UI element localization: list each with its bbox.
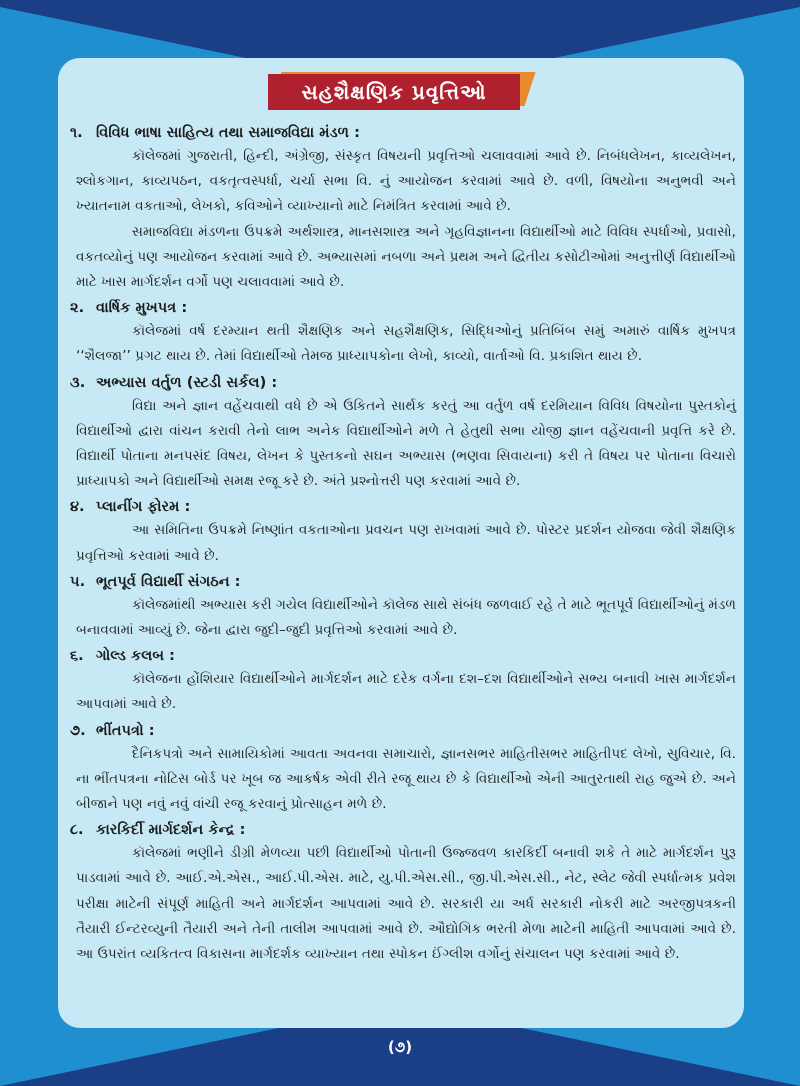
section-heading [70, 496, 736, 518]
section-number: ૧. [70, 124, 83, 141]
section-heading [70, 297, 736, 319]
section-title: ગોલ્ડ કલબ : [96, 647, 175, 665]
section-title: ભૂતપૂર્વ વિદ્યાર્થી સંગઠન : [96, 572, 241, 590]
content-panel [58, 58, 744, 1028]
page-number: (૭) [387, 1038, 413, 1056]
section-number: ૭. [70, 721, 86, 739]
section-title: પ્લાનીંગ ફોરમ : [96, 498, 191, 516]
page-title: સહશૈક્ષણિક પ્રવૃત્તિઓ [268, 74, 520, 110]
section-3 [70, 372, 736, 495]
section-paragraph: દૈનિકપત્રો અને સામાયિકોમાં આવતા અવનવા સમાચારો, જ્ઞાનસભર માહિતીસભર માહિતીપદ લેખો, સુવિચાર, વિ. ના ભીંતપત્રના નોટિસ બોર્ડ પર ખૂબ જ આકર્ષક એવી રીતે રજૂ થાય છે કે વિદ્યાર્થીઓ એની આતુરતાથી રાહ જુએ છે. અને બીજાને પણ નવું નવું વાંચી રજૂ કરવાનું પ્રોત્સાહન મળે છે. [76, 745, 736, 813]
section-paragraph: કૉલેજમાં ભણીને ડીગ્રી મેળવ્યા પછી વિદ્યાર્થીઓ પોતાની ઉજ્જવળ કારકિર્દી બનાવી શકે તે માટે માર્ગદર્શન પુરૂ પાડવામાં આવે છે. આઈ.એ.એસ., આઈ.પી.એસ. માટે, યુ.પી.એસ.સી., જી.પી.એસ.સી., નેટ, સ્લેટ જેવી સ્પર્ધાત્મક પ્રવેશ પરીક્ષા માટેની સંપૂર્ણ માહિતી અને માર્ગદર્શન આપવામાં આવે છે. સરકારી યા અર્ધ સરકારી નોકરી માટે અરજીપત્રકની તૈયારી ઈન્ટરવ્યુની તૈયારી અને તેની તાલીમ આપવામાં આવે છે. ઔદ્યોગિક ભરતી મેળા માટેની માહિતી આપવામાં આવે છે. આ ઉપરાંત વ્યકિતત્વ વિકાસના માર્ગદર્શક વ્યાખ્યાન તથા સ્પોકન ઈંગ્લીશ વર્ગોનું સંચાલન પણ કરવામાં આવે છે. [76, 845, 736, 963]
section-2 [70, 297, 736, 369]
section-paragraph: કૉલેજમાંથી અભ્યાસ કરી ગયેલ વિદ્યાર્થીઓને કૉલેજ સાથે સંબંધ જળવાઈ રહે તે માટે ભૂતપૂર્વ વિદ્યાર્થીઓનું મંડળ બનાવવામાં આવ્યું છે. જેના દ્વારા જુદી–જુદી પ્રવૃત્તિઓ કરવામાં આવે છે. [76, 596, 736, 639]
section-number: ૨. [70, 299, 85, 317]
section-heading [70, 645, 736, 667]
section-title: વિવિધ ભાષા સાહિત્ય તથા સમાજવિદ્યા મંડળ : [96, 124, 360, 141]
section-list [58, 120, 744, 967]
section-paragraph: આ સમિતિના ઉપક્રમે નિષ્ણાંત વકતાઓના પ્રવચન પણ રાખવામાં આવે છે. પોસ્ટર પ્રદર્શન યોજવા જેવી શૈક્ષણિક પ્રવૃત્તિઓ કરવામાં આવે છે. [76, 522, 736, 564]
section-5 [70, 571, 736, 643]
section-heading [70, 819, 736, 841]
section-heading [70, 571, 736, 593]
section-heading [70, 720, 736, 742]
section-paragraph: સમાજવિદ્યા મંડળના ઉપક્રમે અર્થશાસ્ત્ર, માનસશાસ્ત્ર અને ગૃહવિજ્ઞાનના વિદ્યાર્થીઓ માટે વિવિધ સ્પર્ધાઓ, પ્રવાસો, વકતવ્યોનું પણ આયોજન કરવામાં આવે છે. અભ્યાસમાં નબળા અને પ્રથમ અને દ્વિતીય કસોટીઓમાં અનુત્તીર્ણ વિદ્યાર્થીઓ માટે ખાસ માર્ગદર્શન વર્ગો પણ ચલાવવામાં આવે છે. [76, 223, 736, 291]
section-title: અભ્યાસ વર્તુળ (સ્ટડી સર્કલ) : [96, 373, 278, 391]
section-title: વાર્ષિક મુખપત્ર : [96, 299, 188, 317]
section-number: ૪. [70, 498, 85, 516]
title-banner [268, 72, 534, 116]
section-paragraph: વિદ્યા અને જ્ઞાન વહેંચવાથી વધે છે એ ઉકિતને સાર્થક કરતું આ વર્તુળ વર્ષ દરમિયાન વિવિધ વિષયોના પુસ્તકોનું વિદ્યાર્થીઓ દ્વારા વાંચન કરાવી તેનો લાભ અનેક વિદ્યાર્થીઓને મળે તે હેતુથી સભા યોજી જ્ઞાન વહેંચવાની પ્રવૃત્તિ કરે છે. વિદ્યાર્થી પોતાના મનપસંદ વિષય, લેખન કે પુસ્તકનો સઘન અભ્યાસ (ભણવા સિવાયના) કરી તે વિષય પર પોતાના વિચારો પ્રાધ્યાપકો અને વિદ્યાર્થીઓ સમક્ષ રજૂ કરે છે. અંતે પ્રશ્નોત્તરી પણ કરવામાં આવે છે. [76, 397, 736, 490]
section-title: કારકિર્દી માર્ગદર્શન કેન્દ્ર : [96, 821, 246, 839]
section-8 [70, 819, 736, 967]
section-4 [70, 496, 736, 568]
section-title: ભીંતપત્રો : [96, 721, 155, 739]
section-number: ૩. [70, 373, 86, 391]
section-6 [70, 645, 736, 717]
section-paragraph: કૉલેજમાં ગુજરાતી, હિન્દી, અંગ્રેજી, સંસ્કૃત વિષયની પ્રવૃત્તિઓ ચલાવવામાં આવે છે. નિબંધલેખન, કાવ્યલેખન, શ્લોકગાન, કાવ્યપઠન, વકતૃત્વસ્પર્ધા, ચર્ચા સભા વિ. નું આયોજન કરવામાં આવે છે. વળી, વિષયોના અનુભવી અને ખ્યાતનામ વકતાઓ, લેખકો, કવિઓને વ્યાખ્યાનો માટે નિમંત્રિત કરવામાં આવે છે. [76, 148, 736, 215]
section-number: ૫. [70, 572, 86, 590]
section-paragraph: કૉલેજના હોંશિયાર વિદ્યાર્થીઓને માર્ગદર્શન માટે દરેક વર્ગના દશ–દશ વિદ્યાર્થીઓને સભ્ય બનાવી ખાસ માર્ગદર્શન આપવામાં આવે છે. [76, 671, 736, 713]
section-number: ૬. [70, 647, 84, 665]
section-number: ૮. [70, 821, 84, 839]
section-1 [70, 122, 736, 295]
bottom-decoration [0, 1026, 800, 1086]
section-paragraph: કૉલેજમાં વર્ષ દરમ્યાન થતી શૈક્ષણિક અને સહશૈક્ષણિક, સિદ્ધિઓનું પ્રતિબિંબ સમું અમારું વાર્ષિક મુખપત્ર ‘‘શૈલજા’’ પ્રગટ થાય છે. તેમાં વિદ્યાર્થીઓ તેમજ પ્રાધ્યાપકોના લેખો, કાવ્યો, વાર્તાઓ વિ. પ્રકાશિત થાય છે. [76, 323, 736, 365]
section-7 [70, 720, 736, 818]
section-heading [70, 372, 736, 394]
section-heading [70, 122, 736, 144]
